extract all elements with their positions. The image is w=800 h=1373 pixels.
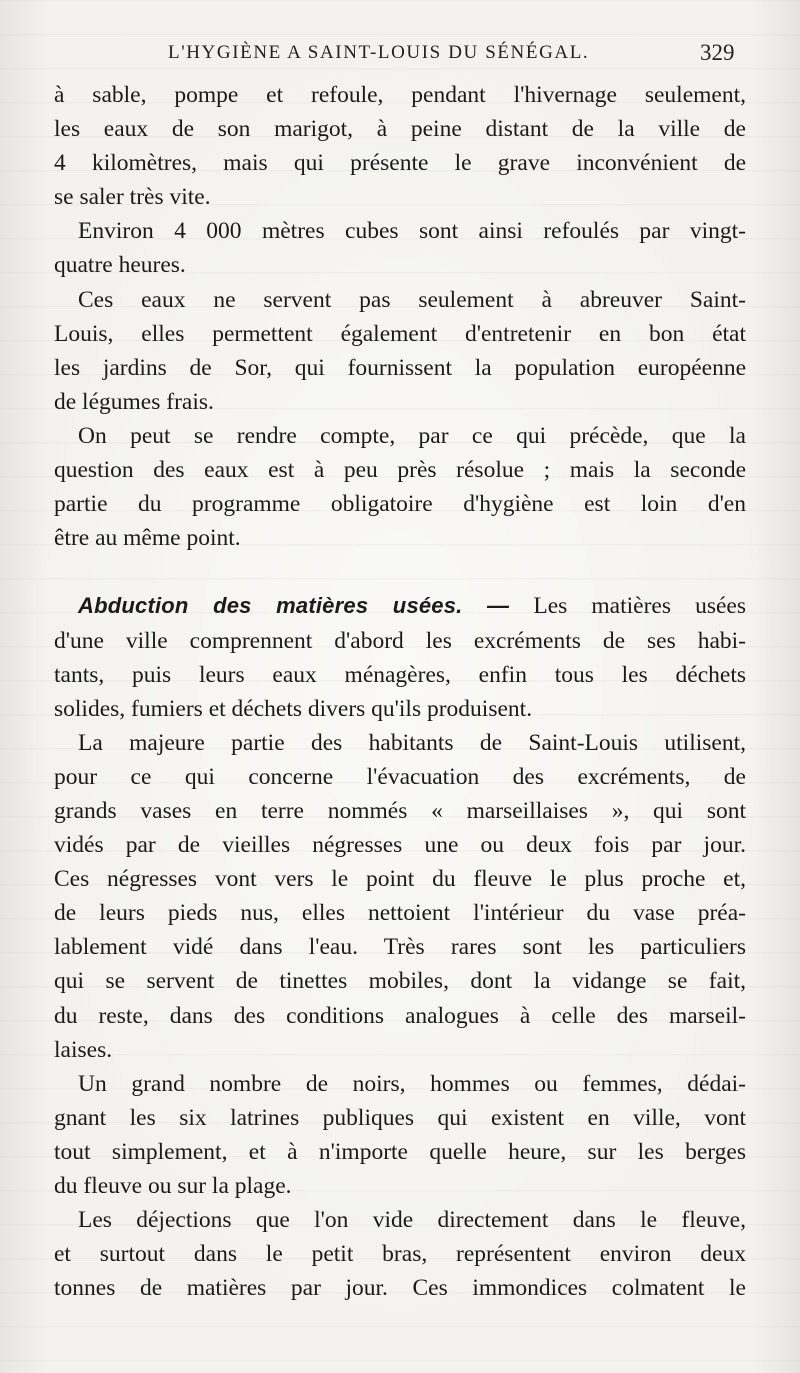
text-line: laises. — [54, 1036, 113, 1063]
text-line: tonnes de matières par jour. Ces immondices colmatent le — [54, 1275, 746, 1302]
body-text — [54, 78, 746, 1305]
text-line: les eaux de son marigot, à peine distant de la ville de — [54, 116, 746, 143]
text-line: les jardins de Sor, qui fournissent la population européenne — [54, 354, 746, 381]
text-line: Louis, elles permettent également d'entretenir en bon état — [54, 320, 746, 347]
text-line: pour ce qui concerne l'évacuation des excréments, de — [54, 763, 746, 790]
text-line: tants, puis leurs eaux ménagères, enfin tous les déchets — [54, 661, 746, 688]
text-line: partie du programme obligatoire d'hygiène est loin d'en — [54, 491, 746, 518]
text-line: qui se servent de tinettes mobiles, dont la vidange se fait, — [54, 968, 746, 995]
text-line: question des eaux est à peu près résolue ; mais la seconde — [54, 457, 746, 484]
text-line: être au même point. — [54, 525, 241, 552]
text-line: du fleuve ou sur la plage. — [54, 1173, 292, 1199]
text-line: Ces eaux ne servent pas seulement à abreuver Saint- — [78, 286, 746, 313]
text-line: Les déjections que l'on vide directement dans le fleuve, — [78, 1207, 746, 1234]
text-line: 4 kilomètres, mais qui présente le grave inconvénient de — [54, 150, 746, 177]
text-line: lablement vidé dans l'eau. Très rares sont les particuliers — [54, 934, 746, 961]
section-gap — [54, 555, 746, 589]
text-line: Environ 4 000 mètres cubes sont ainsi refoulés par vingt- — [78, 218, 746, 245]
text-line: gnant les six latrines publiques qui existent en ville, vont — [54, 1104, 746, 1131]
text-line: solides, fumiers et déchets divers qu'ils produisent. — [54, 695, 533, 722]
text-line: La majeure partie des habitants de Saint-Louis utilisent, — [78, 729, 746, 756]
text-line: et surtout dans le petit bras, représentent environ deux — [54, 1241, 746, 1268]
section-heading-line — [54, 589, 746, 623]
page-number: 329 — [700, 40, 735, 65]
text-line: grands vases en terre nommés « marseillaises », qui sont — [54, 797, 746, 824]
text-line: de légumes frais. — [54, 388, 214, 415]
text-line: du reste, dans des conditions analogues à celle des marseil- — [54, 1002, 746, 1029]
text-line: à sable, pompe et refoule, pendant l'hivernage seulement, — [54, 82, 746, 108]
text-line: d'une ville comprennent d'abord les excréments de ses habi- — [54, 627, 746, 654]
text-line: tout simplement, et à n'importe quelle heure, sur les berges — [54, 1138, 746, 1165]
text-line: On peut se rendre compte, par ce qui précède, que la — [78, 422, 746, 449]
text-line: quatre heures. — [54, 252, 186, 279]
running-title: L'HYGIÈNE A SAINT-LOUIS DU SÉNÉGAL. — [168, 42, 590, 63]
text-line: de leurs pieds nus, elles nettoient l'intérieur du vase préa- — [54, 900, 746, 927]
text-line: Un grand nombre de noirs, hommes ou femmes, dédai- — [78, 1070, 746, 1097]
text-line: Les matières usées — [533, 593, 746, 620]
text-line: Ces négresses vont vers le point du fleuve le plus proche et, — [54, 866, 746, 893]
text-line: vidés par de vieilles négresses une ou deux fois par jour. — [54, 832, 746, 859]
text-line: se saler très vite. — [54, 184, 211, 211]
section-heading: Abduction des matières usées. — — [78, 593, 510, 619]
